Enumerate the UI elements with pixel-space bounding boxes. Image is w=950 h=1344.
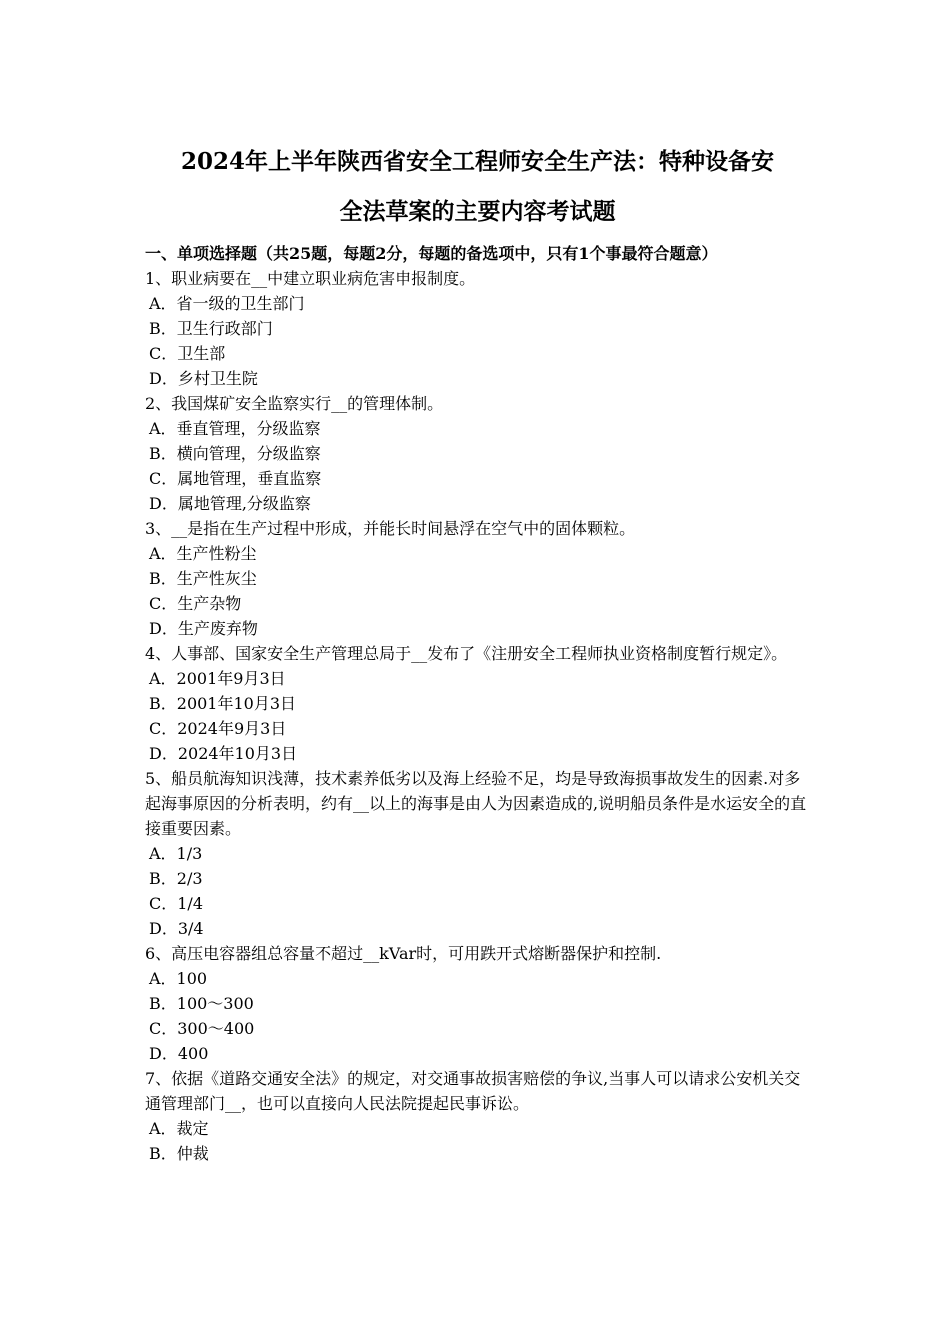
option-b: B．横向管理，分级监察 bbox=[149, 444, 321, 463]
option-c: C．属地管理，垂直监察 bbox=[149, 469, 322, 488]
question-stem: 4、人事部、国家安全生产管理总局于__发布了《注册安全工程师执业资格制度暂行规定》。 bbox=[145, 644, 788, 663]
option-a: A．省一级的卫生部门 bbox=[149, 294, 305, 313]
question-stem: 1、职业病要在__中建立职业病危害申报制度。 bbox=[145, 269, 476, 288]
document-title-line-2: 全法草案的主要内容考试题 bbox=[339, 198, 616, 225]
question-2 bbox=[145, 391, 810, 516]
question-stem: 5、船员航海知识浅薄，技术素养低劣以及海上经验不足，均是导致海损事故发生的因素.对多起海事原因的分析表明，约有__以上的海事是由人为因素造成的,说明船员条件是水运安全的直接重要因素。 bbox=[145, 769, 807, 838]
option-d: D．2024年10月3日 bbox=[149, 744, 298, 763]
question-stem: 6、高压电容器组总容量不超过__kVar时，可用跌开式熔断器保护和控制. bbox=[145, 944, 662, 963]
option-d: D．属地管理,分级监察 bbox=[149, 494, 311, 513]
question-stem: 2、我国煤矿安全监察实行__的管理体制。 bbox=[145, 394, 444, 413]
question-6 bbox=[145, 941, 810, 1066]
question-list bbox=[145, 266, 810, 1166]
option-a: A．1/3 bbox=[149, 844, 203, 863]
question-stem: 3、__是指在生产过程中形成，并能长时间悬浮在空气中的固体颗粒。 bbox=[145, 519, 636, 538]
question-1 bbox=[145, 266, 810, 391]
option-d: D．400 bbox=[149, 1044, 209, 1063]
question-stem: 7、依据《道路交通安全法》的规定，对交通事故损害赔偿的争议,当事人可以请求公安机关交通管理部门__，也可以直接向人民法院提起民事诉讼。 bbox=[145, 1069, 801, 1113]
option-b: B．卫生行政部门 bbox=[149, 319, 273, 338]
option-a: A．2001年9月3日 bbox=[149, 669, 286, 688]
option-a: A．垂直管理，分级监察 bbox=[149, 419, 321, 438]
section-heading: 一、单项选择题（共25题，每题2分，每题的备选项中，只有1个事最符合题意） bbox=[145, 244, 718, 263]
question-7 bbox=[145, 1066, 810, 1166]
option-b: B．仲裁 bbox=[149, 1144, 209, 1163]
option-d: D．生产废弃物 bbox=[149, 619, 258, 638]
question-3 bbox=[145, 516, 810, 641]
option-c: C．300～400 bbox=[149, 1019, 255, 1038]
option-b: B．生产性灰尘 bbox=[149, 569, 257, 588]
option-a: A．100 bbox=[149, 969, 208, 988]
question-5 bbox=[145, 766, 810, 941]
option-a: A．生产性粉尘 bbox=[149, 544, 257, 563]
question-4 bbox=[145, 641, 810, 766]
option-d: D．3/4 bbox=[149, 919, 204, 938]
option-b: B．100～300 bbox=[149, 994, 254, 1013]
option-c: C．卫生部 bbox=[149, 344, 226, 363]
option-c: C．2024年9月3日 bbox=[149, 719, 287, 738]
option-b: B．2001年10月3日 bbox=[149, 694, 297, 713]
option-b: B．2/3 bbox=[149, 869, 203, 888]
option-c: C．1/4 bbox=[149, 894, 203, 913]
document-title-line-1: 2024年上半年陕西省安全工程师安全生产法：特种设备安 bbox=[180, 148, 774, 175]
option-c: C．生产杂物 bbox=[149, 594, 242, 613]
option-a: A．裁定 bbox=[149, 1119, 209, 1138]
document-page bbox=[145, 148, 810, 1166]
option-d: D．乡村卫生院 bbox=[149, 369, 258, 388]
